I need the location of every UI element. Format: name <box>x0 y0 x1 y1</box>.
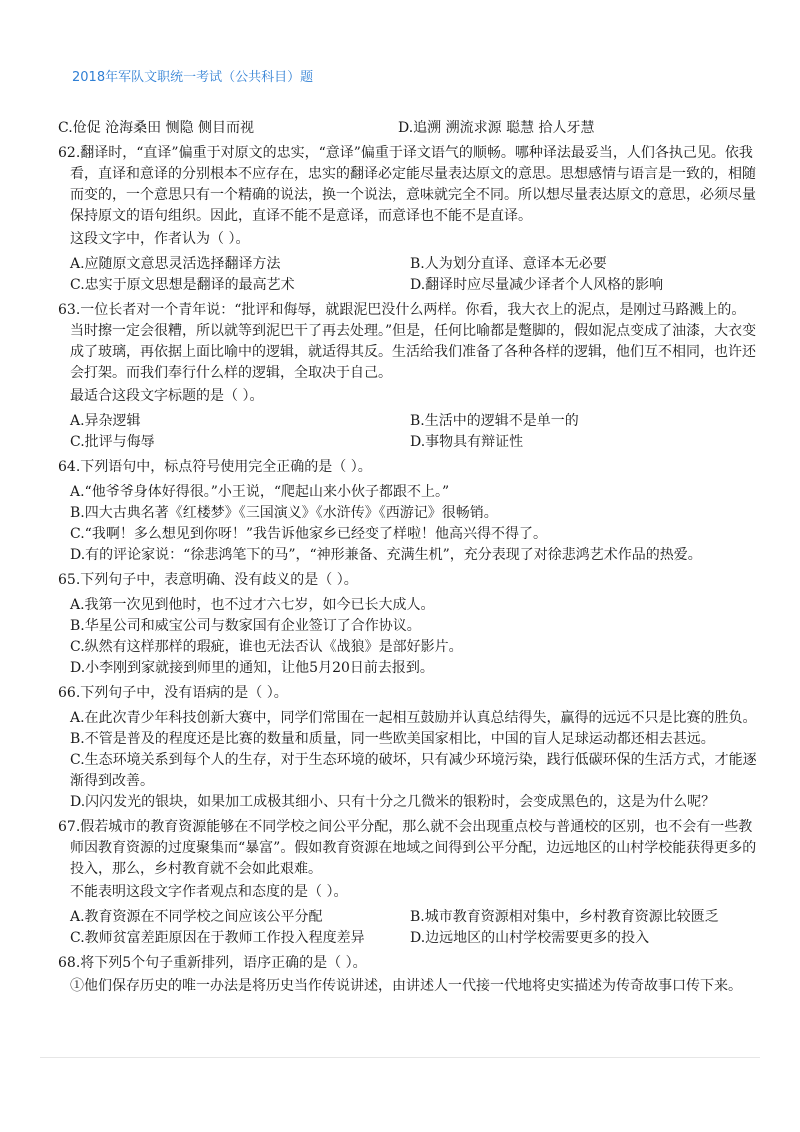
option-a: A.异杂逻辑 <box>70 413 141 429</box>
question-text: 63.一位长者对一个青年说：“批评和侮辱，就跟泥巴没什么两样。你看，我大衣上的泥点，是刚过马路溅上的。当时擦一定会很糟，所以就等到泥巴干了再去处理。”但是，任何比喻都是蹩脚的，假如泥点变成了油漆，大衣变成了玻璃，再依据上面比喻中的逻辑，就适得其反。生活给我们准备了各种各样的逻辑，他们互不相同，也许还会打架。而我们奉行什么样的逻辑，全取决于自己。 <box>58 302 757 381</box>
sentence-1: ①他们保存历史的唯一办法是将历史当作传说讲述，由讲述人一代接一代地将史实描述为传奇故事口传下来。 <box>70 978 742 994</box>
option-d: D.翻译时应尽量减少译者个人风格的影响 <box>410 277 664 293</box>
question-68 <box>58 953 758 997</box>
exam-content <box>58 118 758 997</box>
option-c: C.纵然有这样那样的瑕疵，谁也无法否认《战狼》是部好影片。 <box>70 639 463 655</box>
option-d: D.边远地区的山村学校需要更多的投入 <box>410 930 650 946</box>
option-a: A.我第一次见到他时，也不过才六七岁，如今已长大成人。 <box>70 597 435 613</box>
option-a: A.在此次青少年科技创新大赛中，同学们常围在一起相互鼓励并认真总结得失，赢得的远远不只是比赛的胜负。 <box>70 710 757 726</box>
option-b: B.城市教育资源相对集中，乡村教育资源比较匮乏 <box>410 909 719 925</box>
question-text: 65.下列句子中，表意明确、没有歧义的是（ ）。 <box>58 572 358 588</box>
question-67 <box>58 817 758 949</box>
question-64 <box>58 457 758 566</box>
option-a: A.应随原文意思灵活选择翻译方法 <box>70 256 281 272</box>
document-header: 2018年军队文职统一考试（公共科目）题 <box>72 70 314 85</box>
question-text: 67.假若城市的教育资源能够在不同学校之间公平分配，那么就不会出现重点校与普通校的区别，也不会有一些教师因教育资源的过度聚集而“暴富”。假如教育资源在地域之间得到公平分配，边远地区的山村学校能获得更多的投入，那么，乡村教育就不会如此艰难。 <box>58 819 757 877</box>
question-text: 62.翻译时，“直译”偏重于对原文的忠实，“意译”偏重于译文语气的顺畅。哪种译法最妥当，人们各执己见。依我看，直译和意译的分别根本不应存在，忠实的翻译必定能尽量表达原文的意思。思想感情与语言是一致的，相随而变的，一个意思只有一个精确的说法，换一个说法，意味就完全不同。所以想尽量表达原文的意思，必须尽量保持原文的语句组织。因此，直译不能不是意译，而意译也不能不是直译。 <box>58 145 756 224</box>
question-63 <box>58 300 758 453</box>
option-d: D.有的评论家说：“徐悲鸿笔下的马”，“神形兼备、充满生机”，充分表现了对徐悲鸿艺术作品的热爱。 <box>70 547 702 563</box>
option-b: B.华星公司和威宝公司与数家国有企业签订了合作协议。 <box>70 618 421 634</box>
option-c: C.批评与侮辱 <box>70 434 155 450</box>
footer-divider <box>40 1057 760 1058</box>
option-b: B.四大古典名著《红楼梦》《三国演义》《水浒传》《西游记》很畅销。 <box>70 505 498 521</box>
prev-options <box>58 118 758 139</box>
question-text: 66.下列句子中，没有语病的是（ ）。 <box>58 685 288 701</box>
option-c: C.“我啊！多么想见到你呀！”我告诉他家乡已经变了样啦！他高兴得不得了。 <box>70 526 547 542</box>
option-d: D.追溯 溯流求源 聪慧 拾人牙慧 <box>398 120 595 136</box>
question-prompt: 不能表明这段文字作者观点和态度的是（ ）。 <box>70 884 348 900</box>
question-text: 68.将下列5个句子重新排列，语序正确的是（ ）。 <box>58 955 367 971</box>
option-b: B.人为划分直译、意译本无必要 <box>410 256 607 272</box>
option-a: A.教育资源在不同学校之间应该公平分配 <box>70 909 323 925</box>
option-c: C.教师贫富差距原因在于教师工作投入程度差异 <box>70 930 365 946</box>
question-62 <box>58 143 758 296</box>
option-c: C.生态环境关系到每个人的生存，对于生态环境的破坏，只有减少环境污染，践行低碳环保的生活方式，才能逐渐得到改善。 <box>70 752 757 789</box>
option-c: C.伧促 沧海桑田 恻隐 侧目而视 <box>58 120 255 136</box>
option-d: D.小李刚到家就接到师里的通知，让他5月20日前去报到。 <box>70 660 434 676</box>
option-a: A.“他爷爷身体好得很。”小王说，“爬起山来小伙子都跟不上。” <box>70 484 450 500</box>
question-65 <box>58 570 758 679</box>
option-d: D.闪闪发光的银块，如果加工成极其细小、只有十分之几微米的银粉时，会变成黑色的，这是为什么呢？ <box>70 794 716 810</box>
option-d: D.事物具有辩证性 <box>410 434 524 450</box>
question-66 <box>58 683 758 813</box>
question-prompt: 这段文字中，作者认为（ ）。 <box>70 231 250 247</box>
option-b: B.不管是普及的程度还是比赛的数量和质量，同一些欧美国家相比，中国的盲人足球运动都还相去甚远。 <box>70 731 715 747</box>
question-prompt: 最适合这段文字标题的是（ ）。 <box>70 388 264 404</box>
option-c: C.忠实于原文思想是翻译的最高艺术 <box>70 277 295 293</box>
question-text: 64.下列语句中，标点符号使用完全正确的是（ ）。 <box>58 459 372 475</box>
option-b: B.生活中的逻辑不是单一的 <box>410 413 579 429</box>
